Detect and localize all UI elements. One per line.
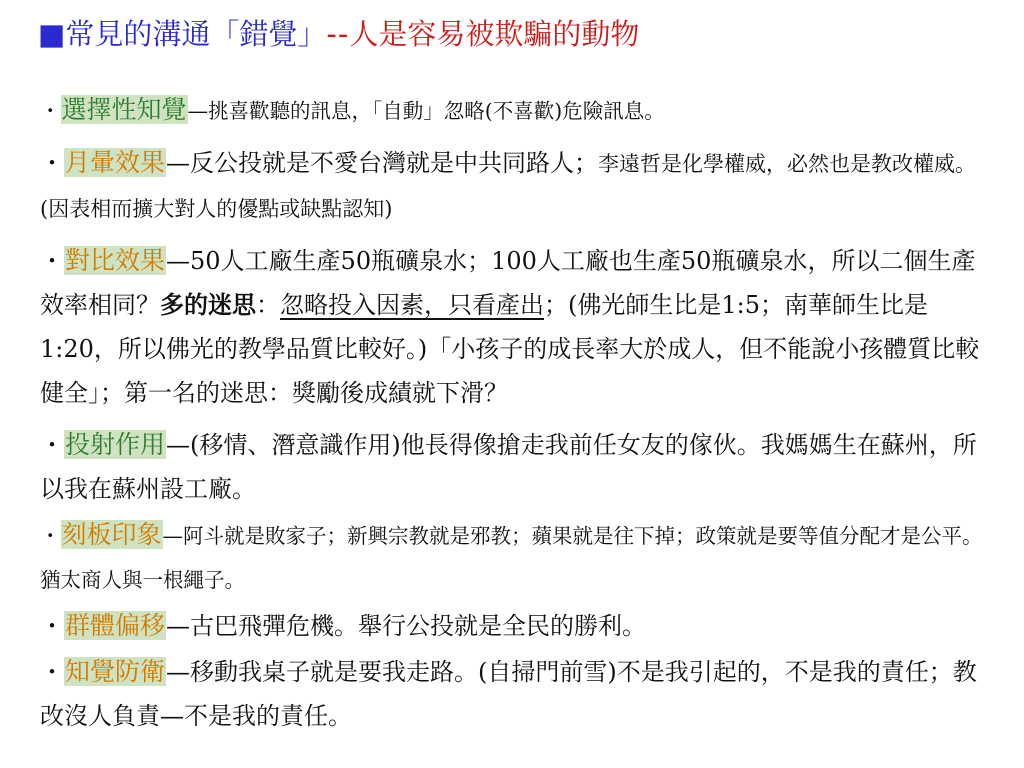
slide-body bbox=[40, 88, 985, 740]
title-dash: -- bbox=[326, 17, 350, 51]
slide-title bbox=[38, 14, 639, 54]
title-subtitle: 人是容易被欺騙的動物 bbox=[349, 17, 640, 51]
em-dash: — bbox=[166, 149, 191, 177]
item-text: 移動我桌子就是要我走路。(自掃門前雪)不是我引起的，不是我的責任；教改沒人負責—不是我的責任。 bbox=[40, 658, 977, 730]
term-label: 對比效果 bbox=[65, 246, 166, 275]
underlined-phrase: 忽略投入因素，只看產出 bbox=[280, 291, 544, 319]
title-main: 常見的溝通「錯覺」 bbox=[65, 17, 327, 51]
term-label: 月暈效果 bbox=[65, 148, 166, 177]
bullet: ・ bbox=[40, 658, 64, 686]
item-text: 古巴飛彈危機。舉行公投就是全民的勝利。 bbox=[190, 612, 647, 640]
term-label: 知覺防衛 bbox=[65, 657, 166, 686]
term-label: 選擇性知覺 bbox=[61, 95, 187, 124]
bold-phrase: 多的迷思 bbox=[160, 290, 256, 319]
em-dash: — bbox=[166, 247, 191, 275]
item-text-continued: ；(佛光師生比是1:5；南華師生比是1:20，所以佛光的教學品質比較好。)「小孩子的成長率大於成人，但不能說小孩體質比較健全」；第一名的迷思：獎勵後成績就下滑？ bbox=[40, 291, 980, 407]
em-dash: — bbox=[166, 658, 191, 686]
item-contrast-effect bbox=[40, 239, 985, 415]
em-dash: — bbox=[162, 524, 184, 548]
bullet: ・ bbox=[40, 524, 61, 548]
item-text-continued: 李遠哲是化學權威，必然也是教改權威。(因表相而擴大對人的優點或缺點認知) bbox=[40, 152, 977, 221]
colon: ： bbox=[256, 291, 280, 319]
bullet: ・ bbox=[40, 612, 64, 640]
square-bullet-icon: ■ bbox=[38, 17, 66, 51]
em-dash: — bbox=[166, 431, 191, 459]
em-dash: — bbox=[187, 99, 209, 123]
em-dash: — bbox=[166, 612, 191, 640]
item-text: 阿斗就是敗家子；新興宗教就是邪教；蘋果就是往下掉；政策就是要等值分配才是公平。猶太商人與一根繩子。 bbox=[40, 524, 983, 592]
item-selective-perception bbox=[40, 88, 985, 133]
item-halo-effect bbox=[40, 141, 985, 231]
item-text: 50人工廠生產50瓶礦泉水；100人工廠也生產50瓶礦泉水，所以二個生產效率相同？ bbox=[40, 247, 976, 319]
item-projection bbox=[40, 423, 985, 511]
item-text: 挑喜歡聽的訊息，「自動」忽略(不喜歡)危險訊息。 bbox=[208, 99, 665, 123]
term-label: 投射作用 bbox=[65, 430, 166, 459]
item-text: (移情、潛意識作用)他長得像搶走我前任女友的傢伙。我媽媽生在蘇州，所以我在蘇州設工廠。 bbox=[40, 431, 977, 503]
bullet: ・ bbox=[40, 431, 64, 459]
bullet: ・ bbox=[40, 149, 64, 177]
item-group-shift bbox=[40, 604, 985, 648]
term-label: 刻板印象 bbox=[61, 520, 162, 549]
item-stereotype bbox=[40, 513, 985, 602]
term-label: 群體偏移 bbox=[65, 611, 166, 640]
bullet: ・ bbox=[40, 247, 64, 275]
item-text: 反公投就是不愛台灣就是中共同路人； bbox=[190, 149, 599, 177]
item-perceptual-defense bbox=[40, 650, 985, 738]
bullet: ・ bbox=[40, 99, 61, 123]
